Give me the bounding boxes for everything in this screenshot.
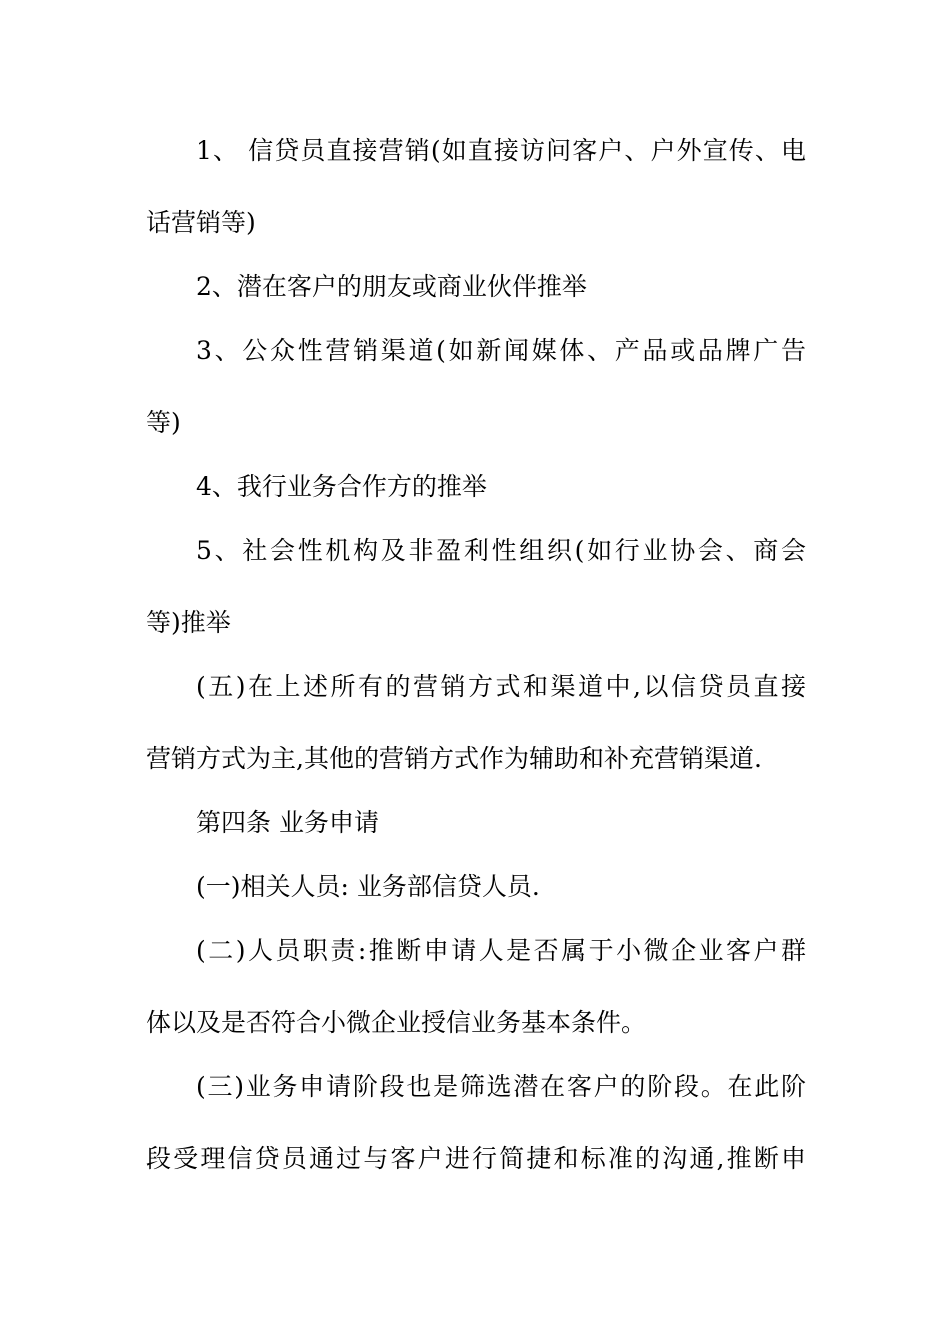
paragraph-line: 3、公众性营销渠道(如新闻媒体、产品或品牌广告 bbox=[196, 336, 806, 365]
section-heading: 第四条 业务申请 bbox=[196, 808, 379, 837]
paragraph-line: 5、社会性机构及非盈利性组织(如行业协会、商会 bbox=[196, 536, 806, 565]
paragraph-line: 等) bbox=[146, 408, 181, 437]
paragraph-line: 营销方式为主,其他的营销方式作为辅助和补充营销渠道. bbox=[146, 744, 762, 773]
paragraph-line: 等)推举 bbox=[146, 608, 231, 637]
paragraph-line: 1、 信贷员直接营销(如直接访问客户、户外宣传、电 bbox=[196, 136, 806, 165]
paragraph-line: (一)相关人员: 业务部信贷人员. bbox=[196, 872, 540, 901]
paragraph-line: 4、我行业务合作方的推举 bbox=[196, 472, 487, 501]
paragraph-line: 体以及是否符合小微企业授信业务基本条件。 bbox=[146, 1008, 647, 1037]
paragraph-line: 2、潜在客户的朋友或商业伙伴推举 bbox=[196, 272, 587, 301]
paragraph-line: (五)在上述所有的营销方式和渠道中,以信贷员直接 bbox=[196, 672, 806, 701]
paragraph-line: 话营销等) bbox=[146, 208, 256, 237]
paragraph-line: (二)人员职责:推断申请人是否属于小微企业客户群 bbox=[196, 936, 806, 965]
paragraph-line: 段受理信贷员通过与客户进行简捷和标准的沟通,推断申 bbox=[146, 1144, 806, 1173]
paragraph-line: (三)业务申请阶段也是筛选潜在客户的阶段。在此阶 bbox=[196, 1072, 806, 1101]
